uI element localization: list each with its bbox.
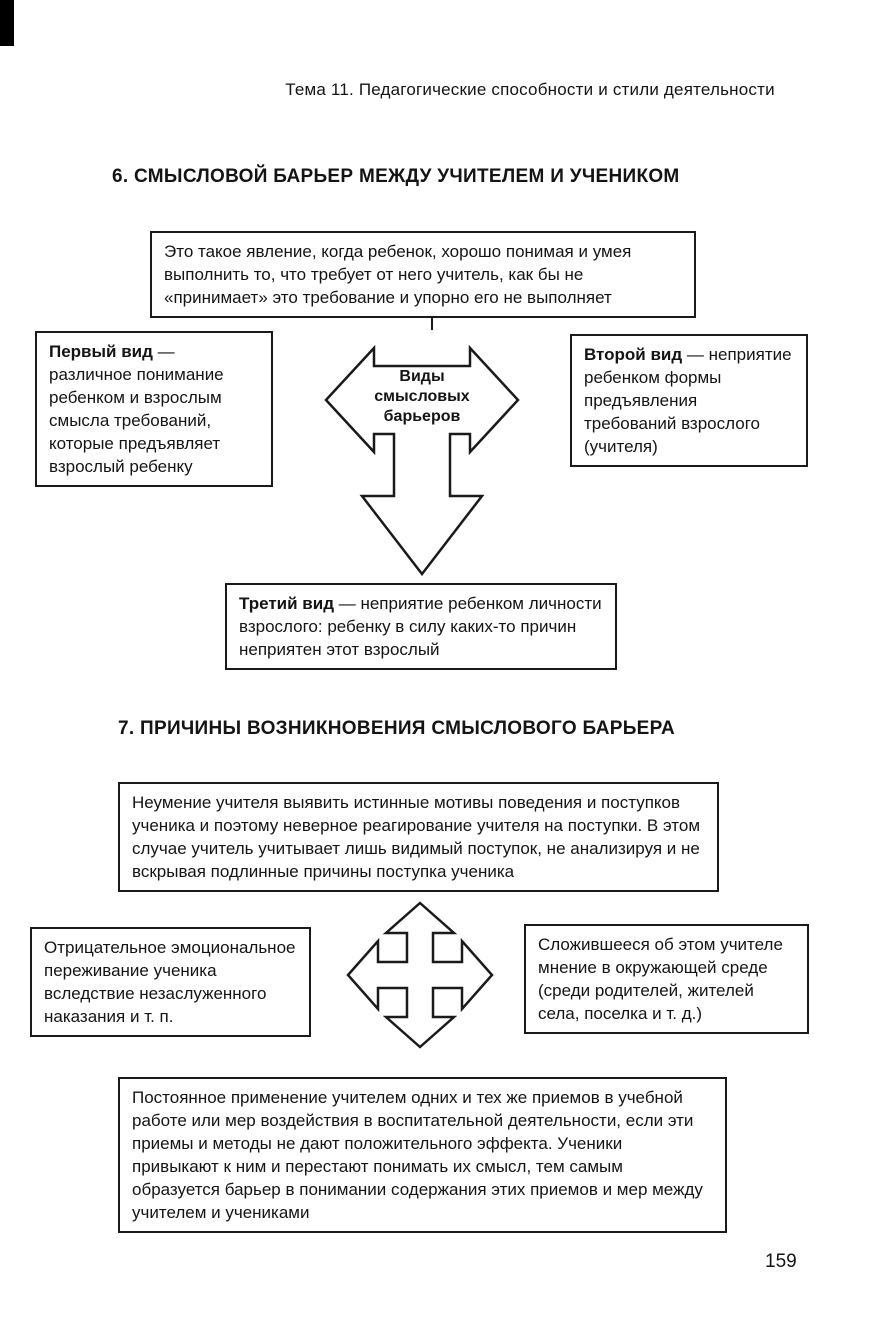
kind-2-lead: Второй вид: [584, 345, 683, 364]
kind-1-box: [35, 331, 273, 487]
connector-tick: [431, 318, 433, 330]
definition-box: [150, 231, 696, 318]
cause-bottom-text: Постоянное применение учителем одних и тех же приемов в учебной работе или мер воздействия в воспитательной деятельности, если эти приемы и методы не дают положительного эффекта. Ученики привыкают к ним и перестают понимать их смысл, тем самым образуется барьер в понимании содержания этих приемов и мер между учителем и учениками: [132, 1088, 703, 1222]
kind-2-text: — неприятие ребенком формы предъявления требований взрослого (учителя): [584, 345, 792, 456]
cause-top-text: Неумение учителя выявить истинные мотивы поведения и поступков ученика и поэтому неверное реагирование учителя на поступки. В этом случае учитель учитывает лишь видимый поступок, не анализируя и не вскрывая подлинные причины поступка ученика: [132, 793, 701, 881]
running-head: Тема 11. Педагогические способности и стили деятельности: [285, 80, 775, 99]
section-6-heading: 6. СМЫСЛОВОЙ БАРЬЕР МЕЖДУ УЧИТЕЛЕМ И УЧЕНИКОМ: [112, 166, 680, 187]
definition-text: Это такое явление, когда ребенок, хорошо понимая и умея выполнить то, что требует от него учитель, как бы не «принимает» это требование и упорно его не выполняет: [164, 242, 632, 307]
section-7-heading: 7. ПРИЧИНЫ ВОЗНИКНОВЕНИЯ СМЫСЛОВОГО БАРЬЕРА: [118, 718, 675, 739]
cause-bottom-box: [118, 1077, 727, 1233]
kind-1-lead: Первый вид: [49, 342, 153, 361]
cause-right-text: Сложившееся об этом учителе мнение в окружающей среде (среди родителей, жителей села, поселка и т. д.): [538, 935, 783, 1023]
four-way-arrow-shape: [348, 903, 492, 1047]
kind-1-text: — различное понимание ребенком и взрослым смысла требований, которые предъявляет взрослый ребенку: [49, 342, 224, 476]
kind-3-lead: Третий вид: [239, 594, 334, 613]
corner-bleed-mark: [0, 0, 14, 46]
kind-3-text: — неприятие ребенком личности взрослого: ребенку в силу каких-то причин неприятен этот взрослый: [239, 594, 602, 659]
arrow-center-label: Виды смысловых барьеров: [374, 368, 470, 425]
kind-3-box: [225, 583, 617, 670]
page-number: 159: [765, 1251, 797, 1272]
cause-left-text: Отрицательное эмоциональное переживание ученика вследствие незаслуженного наказания и т. п.: [44, 938, 296, 1026]
cause-right-box: [524, 924, 809, 1034]
cause-top-box: [118, 782, 719, 892]
cause-left-box: [30, 927, 311, 1037]
four-way-arrow: [345, 900, 495, 1050]
kind-2-box: [570, 334, 808, 467]
